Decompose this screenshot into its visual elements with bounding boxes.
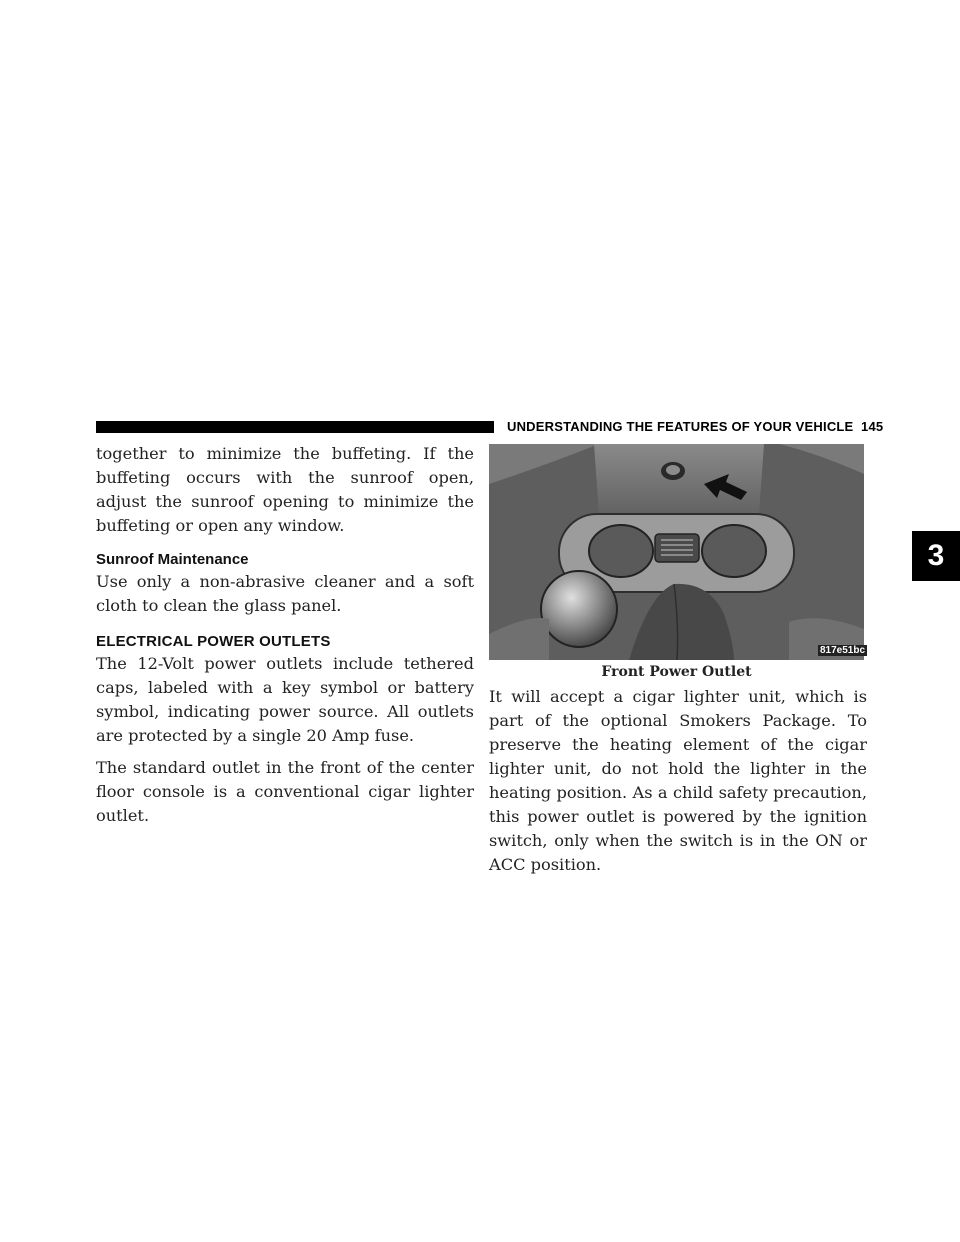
figure-code: 817e51bc xyxy=(820,645,866,656)
header-title: UNDERSTANDING THE FEATURES OF YOUR VEHICLE xyxy=(507,419,854,434)
left-column xyxy=(96,442,474,836)
outlets-paragraph: The 12-Volt power outlets include tethered caps, labeled with a key symbol or battery symbol, indicating power source. All outlets are protected by a single 20 Amp fuse. xyxy=(96,654,474,745)
maintenance-paragraph: Use only a non-abrasive cleaner and a soft cloth to clean the glass panel. xyxy=(96,572,474,615)
electrical-outlets-heading: ELECTRICAL POWER OUTLETS xyxy=(96,633,331,650)
page-number: 145 xyxy=(861,419,884,434)
right-paragraph: It will accept a cigar lighter unit, which is part of the optional Smokers Package. To preserve the heating element of the cigar lighter unit, do not hold the lighter in the heating position. As a child safety precaution, this power outlet is powered by the ignition switch, only when the switch is in the ON or ACC position. xyxy=(489,687,867,874)
figure-caption: Front Power Outlet xyxy=(601,664,752,680)
header-rule xyxy=(96,421,494,433)
sunroof-maintenance-heading: Sunroof Maintenance xyxy=(96,551,249,568)
intro-paragraph: together to minimize the buffeting. If the buffeting occurs with the sunroof open, adjust the sunroof opening to minimize the buffeting or open any window. xyxy=(96,444,474,535)
running-header xyxy=(507,419,883,434)
front-power-outlet-illustration xyxy=(489,444,864,660)
chapter-tab: 3 xyxy=(912,531,960,581)
standard-outlet-paragraph: The standard outlet in the front of the center floor console is a conventional cigar lighter outlet. xyxy=(96,758,474,825)
right-column xyxy=(489,685,867,885)
